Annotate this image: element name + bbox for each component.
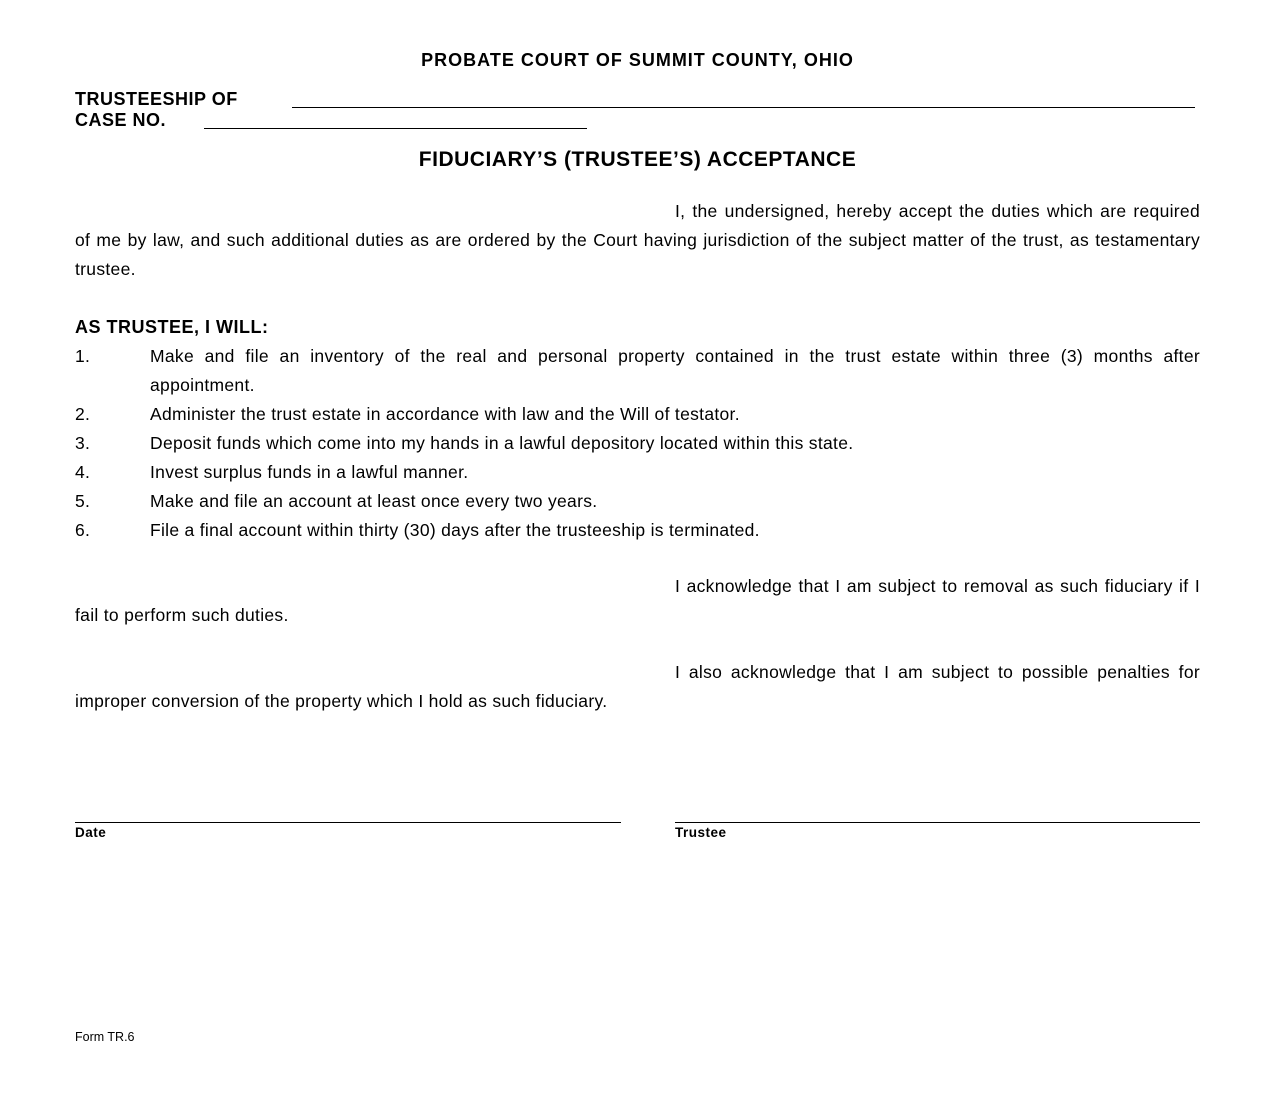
case-number-field[interactable]: [204, 109, 587, 129]
case-number-label: CASE NO.: [75, 110, 167, 130]
penalty-text: I also acknowledge that I am subject to possible penalties for improper conversion of the property which I hold as such fiduciary.: [75, 662, 1200, 711]
duty-item-3: [75, 429, 1200, 458]
penalty-acknowledgment: [75, 658, 1200, 716]
duties-list: [75, 342, 1200, 545]
trustee-signature-line[interactable]: [675, 822, 1200, 824]
duty-number: 6.: [75, 520, 91, 540]
form-identifier: Form TR.6: [75, 1030, 135, 1044]
trustee-label: Trustee: [675, 825, 727, 840]
duty-text: Make and file an account at least once every two years.: [150, 491, 598, 511]
removal-acknowledgment: [75, 572, 1200, 630]
duty-number: 1.: [75, 346, 91, 366]
duty-item-4: [75, 458, 1200, 487]
duty-number: 5.: [75, 491, 91, 511]
duty-text: File a final account within thirty (30) days after the trusteeship is terminated.: [150, 520, 760, 540]
duty-item-5: [75, 487, 1200, 516]
acceptance-text: I, the undersigned, hereby accept the duties which are required of me by law, and such additional duties as are ordered by the Court having jurisdiction of the subject matter of the trust, as testamentary trustee.: [75, 201, 1200, 279]
date-signature-line[interactable]: [75, 822, 621, 824]
duty-item-1: [75, 342, 1200, 400]
acceptance-paragraph: [75, 197, 1200, 284]
duty-item-6: [75, 516, 1200, 545]
removal-text: I acknowledge that I am subject to removal as such fiduciary if I fail to perform such duties.: [75, 576, 1200, 625]
duty-number: 3.: [75, 433, 91, 453]
court-name: PROBATE COURT OF SUMMIT COUNTY, OHIO: [421, 50, 854, 70]
duty-number: 2.: [75, 404, 91, 424]
duty-item-2: [75, 400, 1200, 429]
duty-text: Deposit funds which come into my hands in a lawful depository located within this state.: [150, 433, 854, 453]
document-title: FIDUCIARY’S (TRUSTEE’S) ACCEPTANCE: [418, 148, 857, 171]
duties-heading: AS TRUSTEE, I WILL:: [75, 317, 269, 337]
trusteeship-label: TRUSTEESHIP OF: [75, 89, 238, 109]
duty-number: 4.: [75, 462, 91, 482]
date-label: Date: [75, 825, 107, 840]
duty-text: Make and file an inventory of the real and personal property contained in the trust estate within three (3) months after appointment.: [150, 346, 1200, 395]
duty-text: Administer the trust estate in accordance with law and the Will of testator.: [150, 404, 740, 424]
duty-text: Invest surplus funds in a lawful manner.: [150, 462, 469, 482]
case-number-row: [75, 109, 595, 131]
trusteeship-row: [75, 88, 1195, 110]
trusteeship-field[interactable]: [292, 88, 1195, 108]
